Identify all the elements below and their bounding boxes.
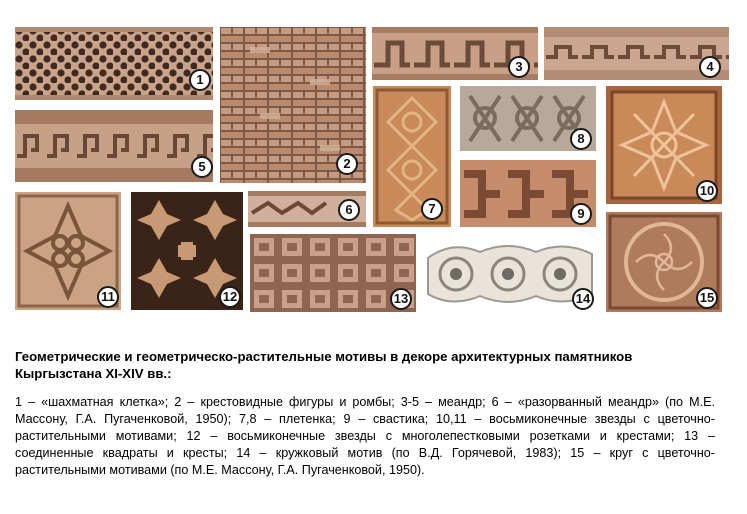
panel-number-badge: 3 [508, 56, 530, 78]
panel-3-meander [372, 27, 538, 80]
panel-2-cross-rhomb [220, 27, 366, 183]
panel-5-meander [15, 110, 213, 182]
panel-number-badge: 11 [97, 286, 119, 308]
panel-number-badge: 4 [699, 56, 721, 78]
figure-caption [15, 348, 715, 479]
panel-number-badge: 8 [570, 128, 592, 150]
panel-4-meander [544, 27, 729, 80]
panel-number-badge: 15 [696, 287, 718, 309]
panel-number-badge: 14 [572, 288, 594, 310]
panel-number-badge: 6 [338, 199, 360, 221]
panel-number-badge: 10 [696, 180, 718, 202]
panel-15-floral-circle [606, 212, 722, 312]
panel-1-checker [15, 27, 213, 100]
panel-number-badge: 2 [336, 153, 358, 175]
caption-body: 1 – «шахматная клетка»; 2 – крестовидные фигуры и ромбы; 3-5 – меандр; 6 – «разорванный меандр» (по М.Е. Массону, Г.А. Пугаченковой, 1950); 7,8 – плетенка; 9 – свастика; 10,11 – восьмиконечные звезды с цветочно-растительными мотивами; 12 – восьмиконечные звезды с многолепестковыми розетками и крестами; 13 – соединенные квадраты и кресты; 14 – кружковый мотив (по В.Д. Горячевой, 1983); 15 – круг с цветочно-растительными мотивами (по М.Е. Массону, Г.А. Пугаченковой, 1950). [15, 395, 715, 477]
panel-11-star [15, 192, 121, 310]
panel-7-braid [373, 86, 451, 227]
panel-number-badge: 7 [421, 198, 443, 220]
panel-number-badge: 12 [219, 286, 241, 308]
panel-8-braid [460, 86, 596, 151]
panel-13-squares-crosses [250, 234, 416, 312]
checker-pattern-image [15, 27, 213, 100]
panel-9-swastika [460, 160, 596, 227]
caption-title: Геометрические и геометрическо-растительные мотивы в декоре архитектурных памятников Кыргызстана XI-XIV вв.: [15, 349, 633, 381]
panel-number-badge: 13 [390, 288, 412, 310]
panel-12-star-rosette [131, 192, 243, 310]
panel-6-broken-meander [248, 191, 366, 227]
panel-number-badge: 5 [191, 156, 213, 178]
panel-number-badge: 1 [189, 69, 211, 91]
panel-14-lace [422, 234, 598, 312]
panel-number-badge: 9 [570, 203, 592, 225]
panel-10-star [606, 86, 722, 204]
meander-frieze-pattern-image [15, 110, 213, 182]
